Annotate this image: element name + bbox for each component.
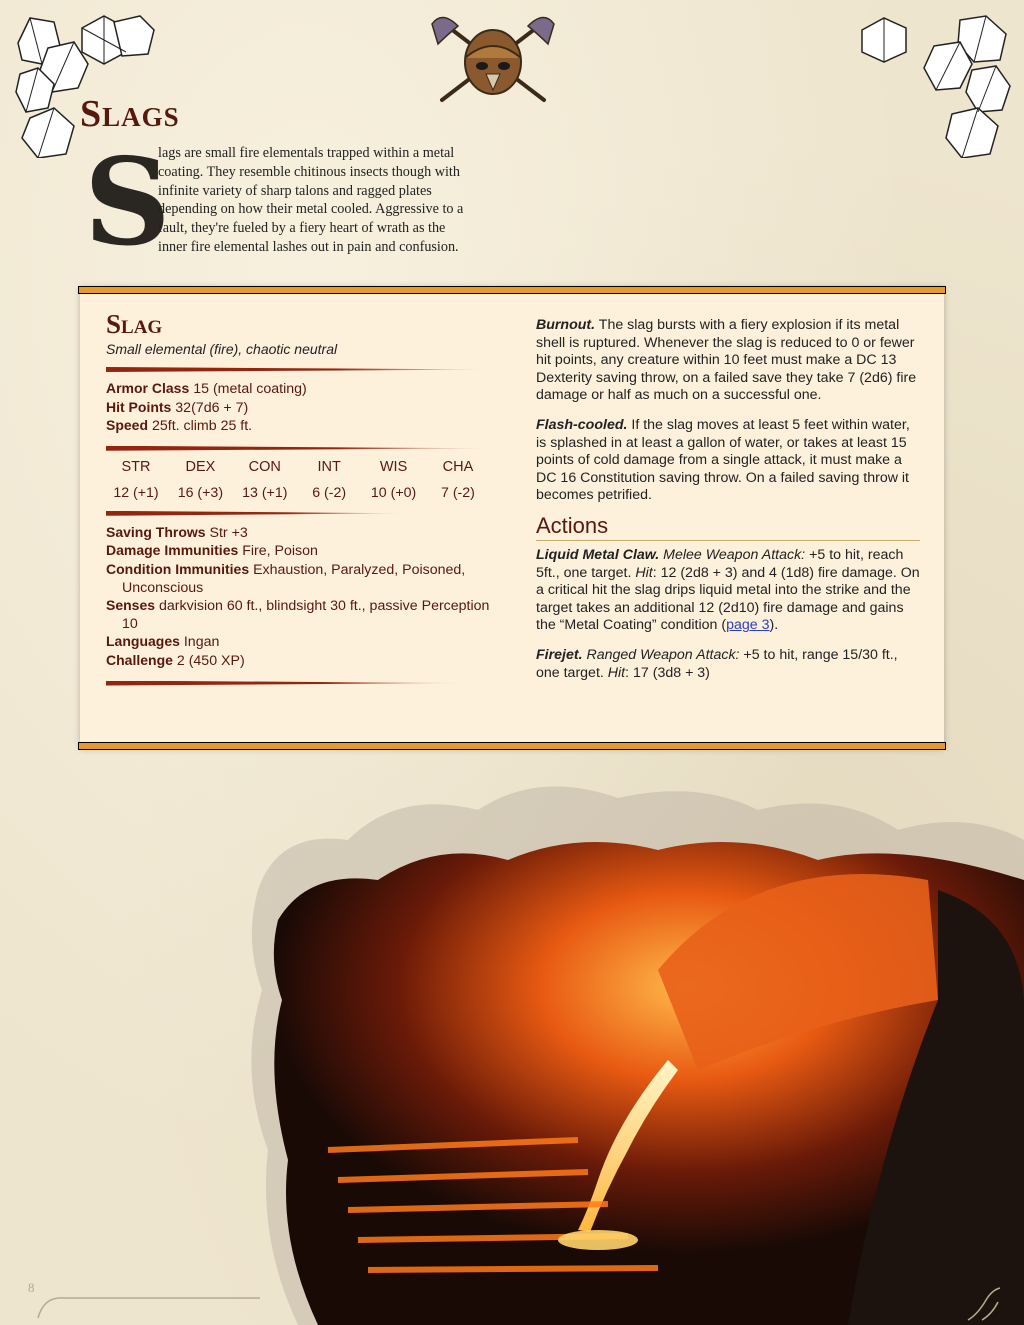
- saving-throws-value: Str +3: [209, 524, 248, 541]
- action-liquid-metal-claw: [536, 547, 920, 635]
- condition-immunities-value: Exhaustion, Paralyzed, Poisoned, Unconscious: [122, 561, 466, 596]
- footer-flourish-right: [964, 1286, 1004, 1322]
- trait-flash-cooled: [536, 417, 920, 505]
- hit-points-value: 32(7d6 + 7): [175, 399, 249, 416]
- ability-score: 16 (+3): [177, 484, 224, 501]
- divider-rule: [106, 511, 406, 516]
- ability-name: DEX: [185, 458, 216, 475]
- hit-points: [106, 399, 496, 418]
- ability-str: [106, 459, 166, 501]
- action-hit-label: Hit: [635, 564, 653, 581]
- action-text: +5 to hit, reach 5ft., one target.: [536, 546, 904, 581]
- action-name: Firejet.: [536, 646, 583, 663]
- monster-type: Small elemental (fire), chaotic neutral: [106, 341, 338, 357]
- saving-throws-label: Saving Throws: [106, 523, 206, 540]
- ability-score: 12 (+1): [113, 484, 159, 501]
- actions-heading: Actions: [536, 513, 920, 541]
- trait-name: Flash-cooled.: [536, 416, 628, 433]
- page-number: 8: [28, 1280, 35, 1295]
- speed-value: 25ft. climb 25 ft.: [151, 418, 253, 435]
- intro-paragraph: lags are small fire elementals trapped within a metal coating. They resemble chitinous insects though with infinite variety of sharp talons and ragged plates depending on how their metal cooled. Aggressive to a fault, they're fueled by a fiery heart of wrath as the inner fire elemental lashes out in pain and confusion.: [158, 145, 464, 255]
- senses-label: Senses: [106, 597, 156, 614]
- damage-immunities-value: Fire, Poison: [242, 543, 318, 560]
- stat-block-left-column: [106, 309, 496, 694]
- ability-name: CHA: [442, 458, 474, 475]
- stat-block-right-column: [536, 317, 920, 682]
- action-text: : 12 (2d8 + 3) and 4 (1d8) fire damage. On a critical hit the slag drips liquid metal into the strike and the target takes an additional 12 (2d10) fire damage and gains the “Metal Coating” condition (: [536, 564, 920, 634]
- page-3-link[interactable]: page 3: [726, 617, 770, 634]
- trait-name: Burnout.: [536, 317, 596, 333]
- ability-score: 7 (-2): [441, 484, 475, 501]
- ability-score: 13 (+1): [242, 484, 288, 501]
- saving-throws: [106, 524, 496, 543]
- drop-cap-letter: S: [84, 132, 171, 273]
- ability-int: [299, 459, 359, 501]
- hit-points-label: Hit Points: [106, 398, 172, 415]
- ability-scores: [106, 459, 488, 501]
- ability-cha: [428, 459, 488, 501]
- ability-score: 6 (-2): [312, 484, 347, 501]
- monster-name: Slag: [106, 309, 163, 339]
- trait-text: If the slag moves at least 5 feet within water, is splashed in at least a gallon of water, or takes at least 15 points of cold damage from a single attack, it must make a DC 16 Constitution saving throw. On a failed saving throw it becomes petrified.: [536, 416, 910, 504]
- armor-class-label: Armor Class: [106, 380, 190, 396]
- ability-score: 10 (+0): [370, 484, 417, 501]
- action-hit-label: Hit: [607, 664, 626, 681]
- languages-value: Ingan: [183, 634, 220, 651]
- challenge-label: Challenge: [106, 651, 173, 668]
- languages: [106, 633, 496, 652]
- action-attack-type: Ranged Weapon Attack:: [582, 646, 740, 663]
- trait-text: The slag bursts with a fiery explosion if its metal shell is ruptured. Whenever the slag is reduced to 0 or fewer hit points, any creature within 10 feet must make a DC 13 Dexterity saving throw, on a failed save they take 7 (2d6) fire damage or half as much on a successful one.: [536, 317, 917, 404]
- stat-block: [80, 287, 944, 749]
- footer-flourish-left: [34, 1290, 264, 1320]
- languages-label: Languages: [106, 633, 180, 650]
- ability-wis: [364, 459, 424, 501]
- divider-rule: [106, 446, 490, 451]
- ability-name: CON: [248, 458, 281, 475]
- condition-immunities-label: Condition Immunities: [106, 560, 250, 577]
- speed-label: Speed: [106, 417, 149, 434]
- stat-block-bottom-bar: [78, 742, 946, 750]
- trait-burnout: [536, 317, 920, 405]
- condition-immunities: [106, 561, 496, 597]
- action-attack-type: Melee Weapon Attack:: [659, 546, 806, 563]
- challenge: [106, 652, 496, 671]
- ability-con: [235, 459, 295, 501]
- armor-class-value: 15 (metal coating): [193, 381, 307, 397]
- stat-block-top-bar: [78, 286, 946, 294]
- senses-value: darkvision 60 ft., blindsight 30 ft., passive Perception 10: [122, 598, 490, 632]
- dice-corner-ornament-right: [856, 8, 1016, 158]
- ability-name: INT: [317, 458, 341, 475]
- action-text: +5 to hit, range 15/30 ft., one target.: [536, 646, 898, 681]
- action-firejet: [536, 647, 920, 682]
- divider-rule: [106, 367, 490, 372]
- divider-rule: [106, 681, 466, 686]
- speed: [106, 417, 496, 436]
- senses: [106, 597, 496, 633]
- action-text: ).: [769, 617, 779, 634]
- molten-metal-illustration: [238, 770, 1024, 1325]
- damage-immunities-label: Damage Immunities: [106, 542, 239, 559]
- damage-immunities: [106, 542, 496, 561]
- action-name: Liquid Metal Claw.: [536, 546, 660, 563]
- armor-class: [106, 380, 496, 399]
- ability-dex: [170, 459, 230, 501]
- section-title: Slags: [80, 93, 180, 135]
- crossed-axes-helmet-emblem: [428, 14, 558, 106]
- action-text: : 17 (3d8 + 3): [625, 664, 710, 681]
- ability-name: WIS: [379, 458, 408, 475]
- challenge-value: 2 (450 XP): [176, 652, 245, 669]
- ability-name: STR: [121, 458, 151, 475]
